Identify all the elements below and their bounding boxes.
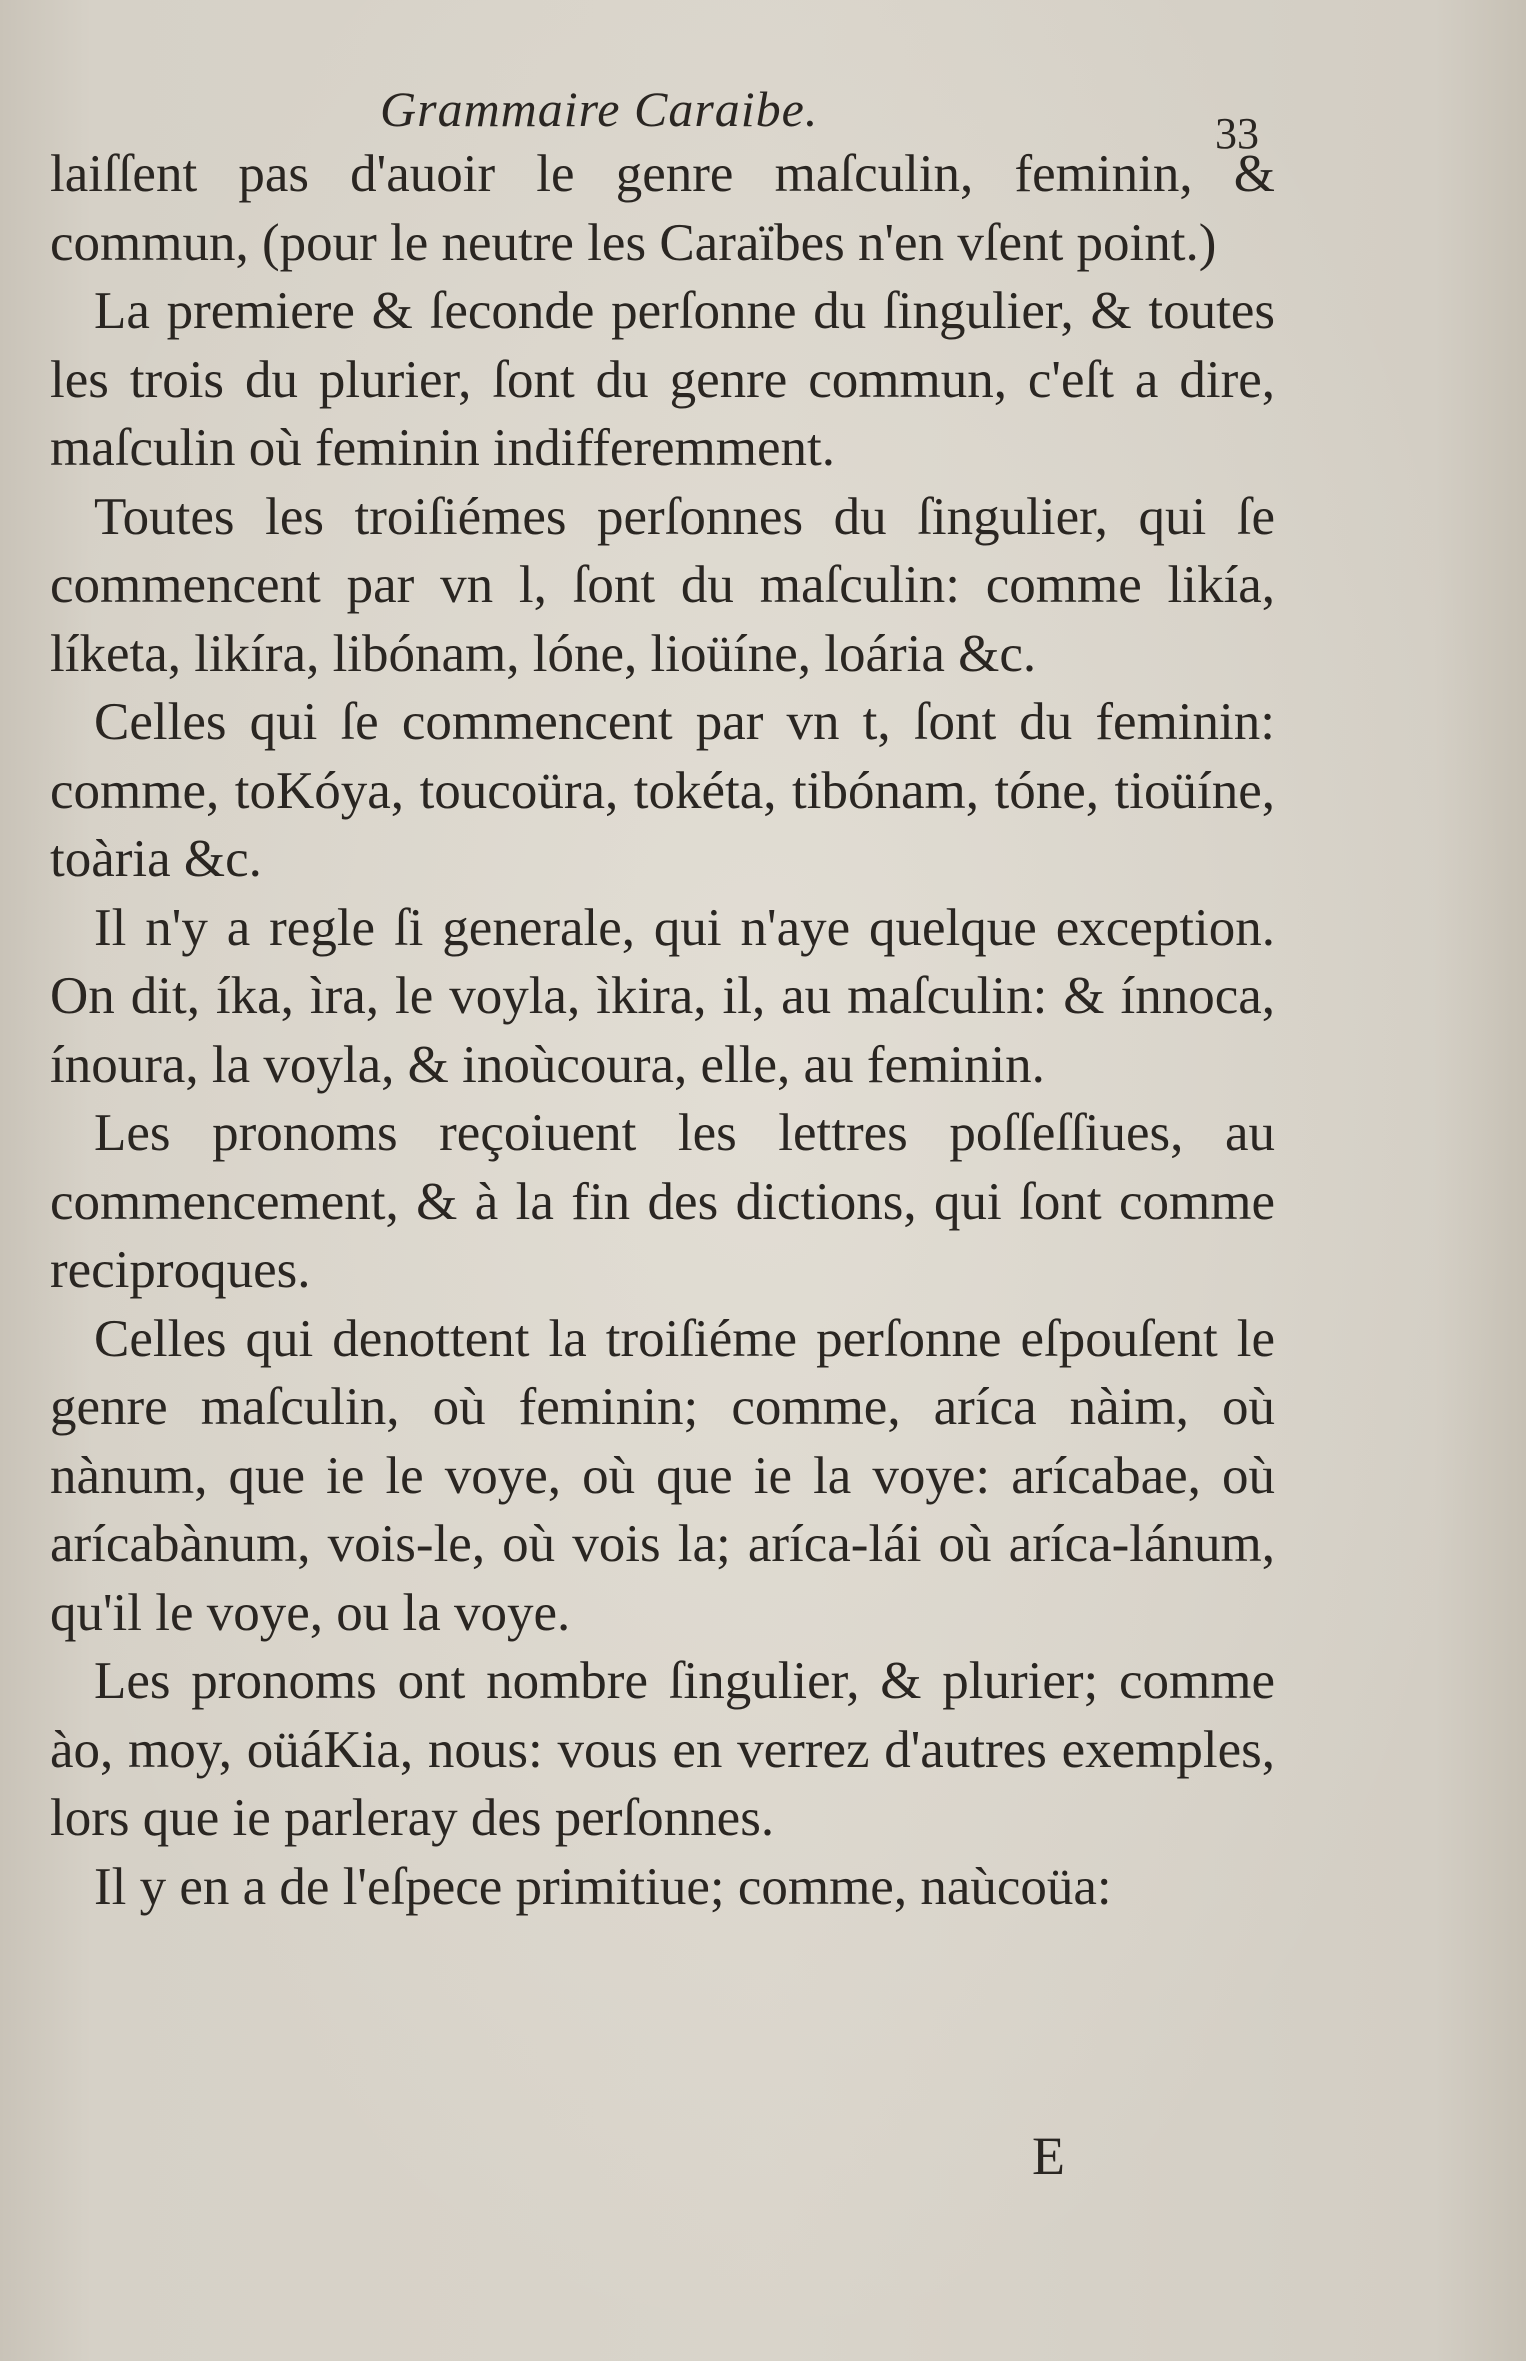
paragraph: La premiere & ſeconde perſonne du ſingulier, & toutes les trois du plurier, ſont du genre commun, c'eſt a dire, maſculin où feminin indifferemment. bbox=[50, 282, 1275, 477]
paragraph: Il n'y a regle ſi generale, qui n'aye quelque exception. On dit, íka, ìra, le voyla, ìkira, il, au maſculin: & ínnoca, ínoura, la voyla, & inoùcoura, elle, au feminin. bbox=[50, 898, 1275, 1094]
paragraph: Celles qui denottent la troiſiéme perſonne eſpouſent le genre maſculin, où feminin; comme, aríca nàim, où nànum, que ie le voye, où que ie la voye: arícabae, où arícabànum, vois-le, où vois la; aríca-lái où aríca-lánum, qu'il le voye, ou la voye. bbox=[50, 1309, 1275, 1642]
paragraph: Celles qui ſe commencent par vn t, ſont du feminin: comme, toKóya, toucoüra, tokéta, tibónam, tóne, tioüíne, toària &c. bbox=[50, 693, 1275, 888]
signature-mark: E bbox=[1032, 2126, 1065, 2186]
paragraph: laiſſent pas d'auoir le genre maſculin, feminin, & commun, (pour le neutre les Caraïbes n'en vſent point.) bbox=[50, 145, 1275, 272]
page-number: 33 bbox=[1215, 109, 1259, 158]
paragraph: Les pronoms ont nombre ſingulier, & plurier; comme ào, moy, oüáKia, nous: vous en verrez d'autres exemples, lors que ie parleray des perſonnes. bbox=[50, 1652, 1275, 1847]
body-text bbox=[50, 140, 1275, 1921]
running-title: Grammaire Caraibe. bbox=[380, 81, 819, 137]
paragraph: Il y en a de l'eſpece primitiue; comme, naùcoüa: bbox=[94, 1857, 1112, 1916]
paragraph: Les pronoms reçoiuent les lettres poſſeſſiues, au commencement, & à la fin des dictions, qui ſont comme reciproques. bbox=[50, 1104, 1275, 1299]
paragraph: Toutes les troiſiémes perſonnes du ſingulier, qui ſe commencent par vn l, ſont du maſculin: comme likía, líketa, likíra, libónam, lóne, lioüíne, loária &c. bbox=[50, 487, 1275, 683]
